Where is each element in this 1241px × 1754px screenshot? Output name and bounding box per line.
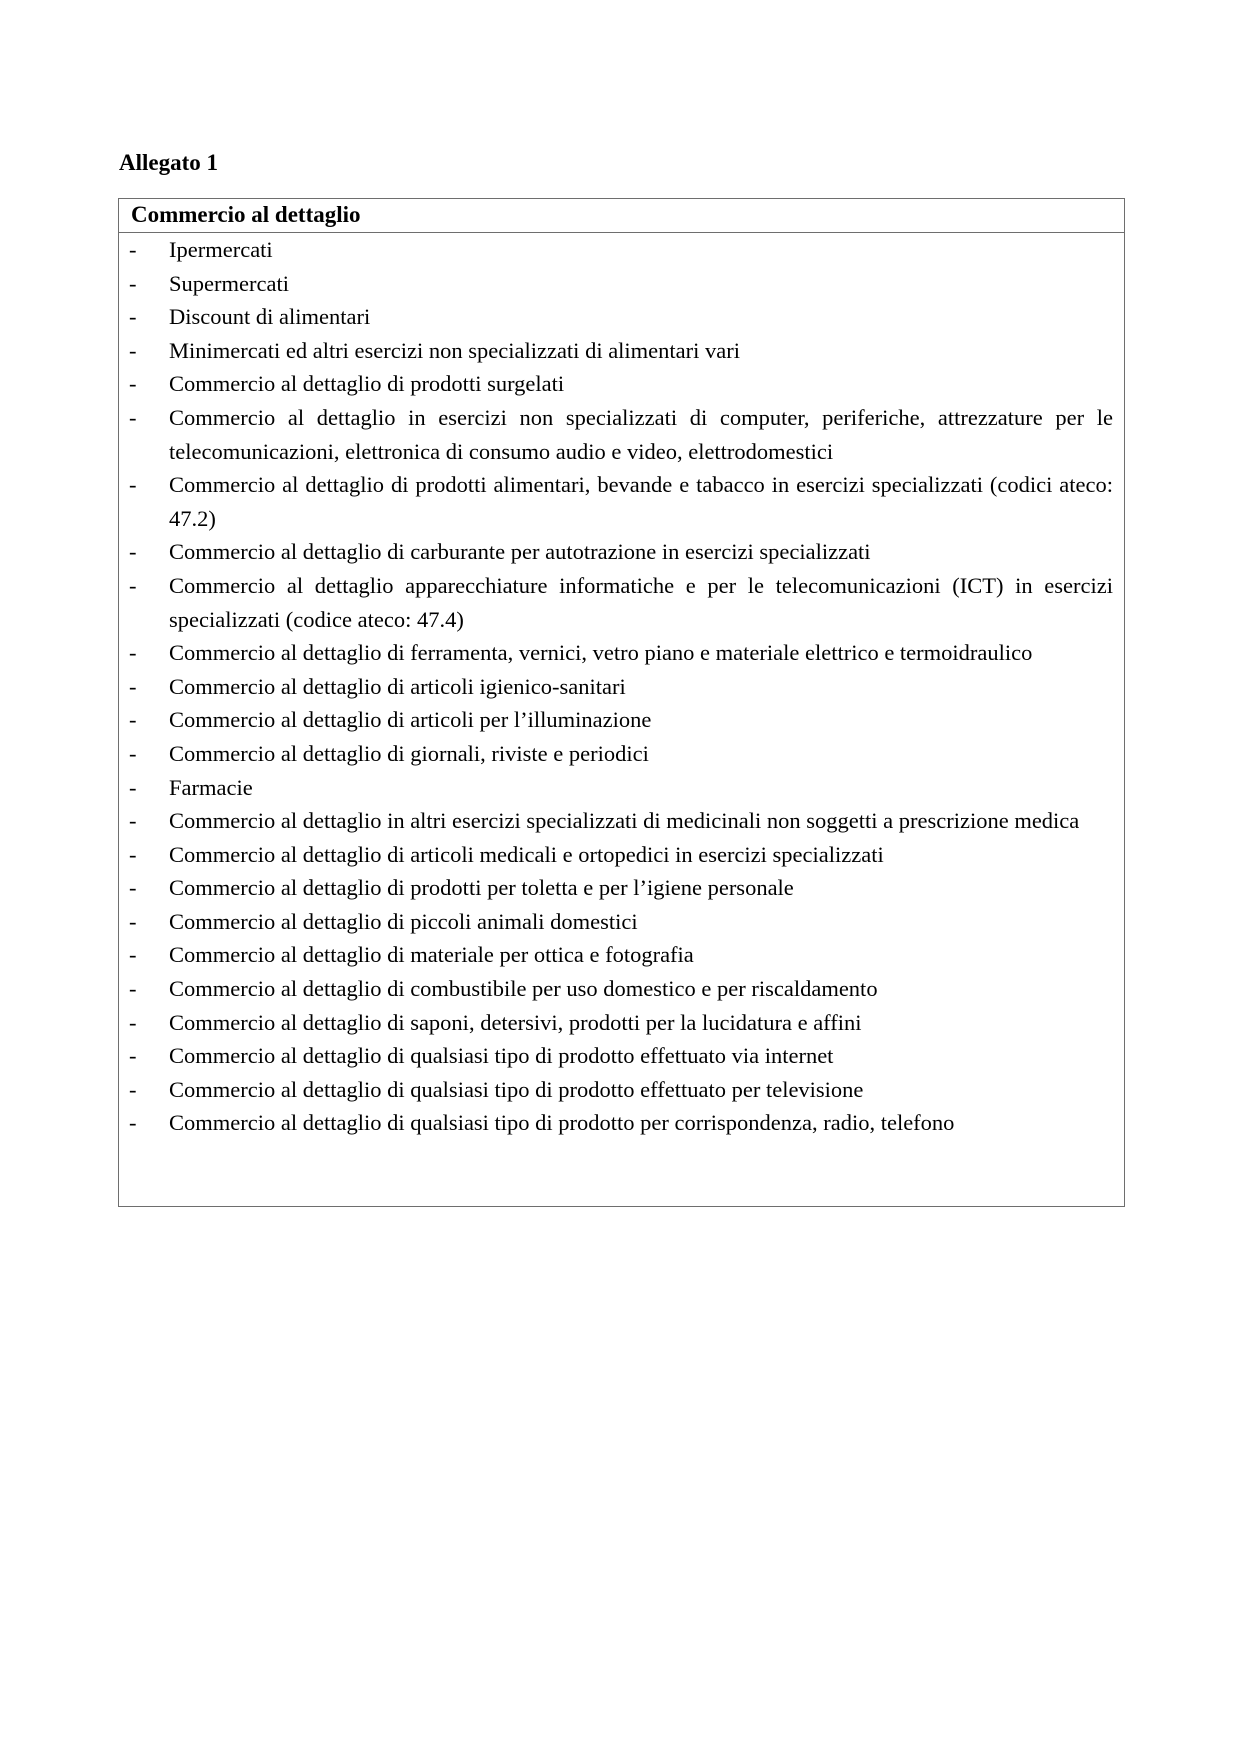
list-item-text: Commercio al dettaglio di qualsiasi tipo di prodotto effettuato via internet bbox=[169, 1043, 834, 1069]
list-item-text: Commercio al dettaglio di prodotti surgelati bbox=[169, 371, 565, 397]
list-item bbox=[119, 737, 1124, 771]
list-item bbox=[119, 300, 1124, 334]
list-item-text: Commercio al dettaglio di articoli medicali e ortopedici in esercizi specializzati bbox=[169, 841, 884, 867]
list-dash: - bbox=[129, 740, 137, 766]
list-item bbox=[119, 233, 1124, 267]
list-dash: - bbox=[129, 774, 137, 800]
list-dash: - bbox=[129, 1043, 137, 1069]
list-item bbox=[119, 703, 1124, 737]
list-dash: - bbox=[129, 304, 137, 330]
list-item-text: Commercio al dettaglio apparecchiature informatiche e per le telecomunicazioni (ICT) in esercizi specializzati (codice ateco: 47.4) bbox=[169, 572, 1113, 632]
list-item-text: Commercio al dettaglio di piccoli animali domestici bbox=[169, 908, 638, 934]
list-item-text: Commercio al dettaglio di saponi, detersivi, prodotti per la lucidatura e affini bbox=[169, 1009, 862, 1035]
list-item-text: Commercio al dettaglio di prodotti alimentari, bevande e tabacco in esercizi specializzati (codici ateco: 47.2) bbox=[169, 472, 1113, 531]
list-item bbox=[119, 670, 1124, 704]
list-item-text: Commercio al dettaglio in altri esercizi specializzati di medicinali non soggetti a prescrizione medica bbox=[169, 808, 1080, 834]
table-header: Commercio al dettaglio bbox=[119, 199, 1124, 233]
list-dash: - bbox=[129, 976, 137, 1002]
list-item bbox=[119, 1106, 1124, 1140]
list-item bbox=[119, 569, 1124, 636]
list-dash: - bbox=[129, 572, 137, 598]
list-item-text: Commercio al dettaglio di qualsiasi tipo di prodotto effettuato per televisione bbox=[169, 1076, 864, 1102]
list-item bbox=[119, 367, 1124, 401]
list-item bbox=[119, 267, 1124, 301]
list-dash: - bbox=[129, 1076, 137, 1102]
list-item-text: Commercio al dettaglio di prodotti per toletta e per l’igiene personale bbox=[169, 875, 794, 901]
list-item-text: Commercio al dettaglio di materiale per ottica e fotografia bbox=[169, 942, 694, 968]
list-dash: - bbox=[129, 270, 137, 296]
list-item-text: Commercio al dettaglio di qualsiasi tipo di prodotto per corrispondenza, radio, telefono bbox=[169, 1110, 955, 1136]
list-dash: - bbox=[129, 908, 137, 934]
list-item bbox=[119, 468, 1124, 535]
page-heading: Allegato 1 bbox=[119, 150, 219, 175]
list-dash: - bbox=[129, 371, 137, 397]
list-dash: - bbox=[129, 707, 137, 733]
activity-list bbox=[119, 233, 1124, 1140]
list-item bbox=[119, 972, 1124, 1006]
list-item bbox=[119, 1073, 1124, 1107]
list-item bbox=[119, 401, 1124, 468]
list-item-text: Commercio al dettaglio di ferramenta, vernici, vetro piano e materiale elettrico e termoidraulico bbox=[169, 640, 1033, 666]
list-item-text: Supermercati bbox=[169, 270, 289, 296]
list-dash: - bbox=[129, 337, 137, 363]
list-dash: - bbox=[129, 875, 137, 901]
list-dash: - bbox=[129, 1110, 137, 1136]
list-item bbox=[119, 905, 1124, 939]
list-item bbox=[119, 1006, 1124, 1040]
list-dash: - bbox=[129, 237, 137, 262]
list-item-text: Commercio al dettaglio di carburante per autotrazione in esercizi specializzati bbox=[169, 539, 871, 565]
list-dash: - bbox=[129, 673, 137, 699]
activities-table bbox=[118, 198, 1125, 1207]
list-dash: - bbox=[129, 808, 137, 834]
list-item-text: Ipermercati bbox=[169, 237, 273, 262]
list-item bbox=[119, 871, 1124, 905]
list-item bbox=[119, 938, 1124, 972]
list-item bbox=[119, 804, 1124, 838]
list-item bbox=[119, 636, 1124, 670]
list-dash: - bbox=[129, 539, 137, 565]
list-item bbox=[119, 838, 1124, 872]
list-dash: - bbox=[129, 1009, 137, 1035]
list-item bbox=[119, 1039, 1124, 1073]
list-item-text: Commercio al dettaglio di giornali, riviste e periodici bbox=[169, 740, 649, 766]
list-item-text: Commercio al dettaglio in esercizi non specializzati di computer, periferiche, attrezzature per le telecomunicazioni, elettronica di consumo audio e video, elettrodomestici bbox=[169, 404, 1113, 464]
list-dash: - bbox=[129, 841, 137, 867]
list-item-text: Commercio al dettaglio di articoli per l’illuminazione bbox=[169, 707, 652, 733]
list-item-text: Farmacie bbox=[169, 774, 253, 800]
list-item bbox=[119, 535, 1124, 569]
list-dash: - bbox=[129, 404, 137, 430]
list-dash: - bbox=[129, 942, 137, 968]
list-dash: - bbox=[129, 640, 137, 666]
list-item bbox=[119, 334, 1124, 368]
list-item-text: Commercio al dettaglio di combustibile per uso domestico e per riscaldamento bbox=[169, 976, 878, 1002]
list-item-text: Commercio al dettaglio di articoli igienico-sanitari bbox=[169, 673, 626, 699]
list-item-text: Minimercati ed altri esercizi non specializzati di alimentari vari bbox=[169, 337, 741, 363]
list-dash: - bbox=[129, 472, 137, 498]
list-item bbox=[119, 771, 1124, 805]
list-item-text: Discount di alimentari bbox=[169, 304, 371, 330]
